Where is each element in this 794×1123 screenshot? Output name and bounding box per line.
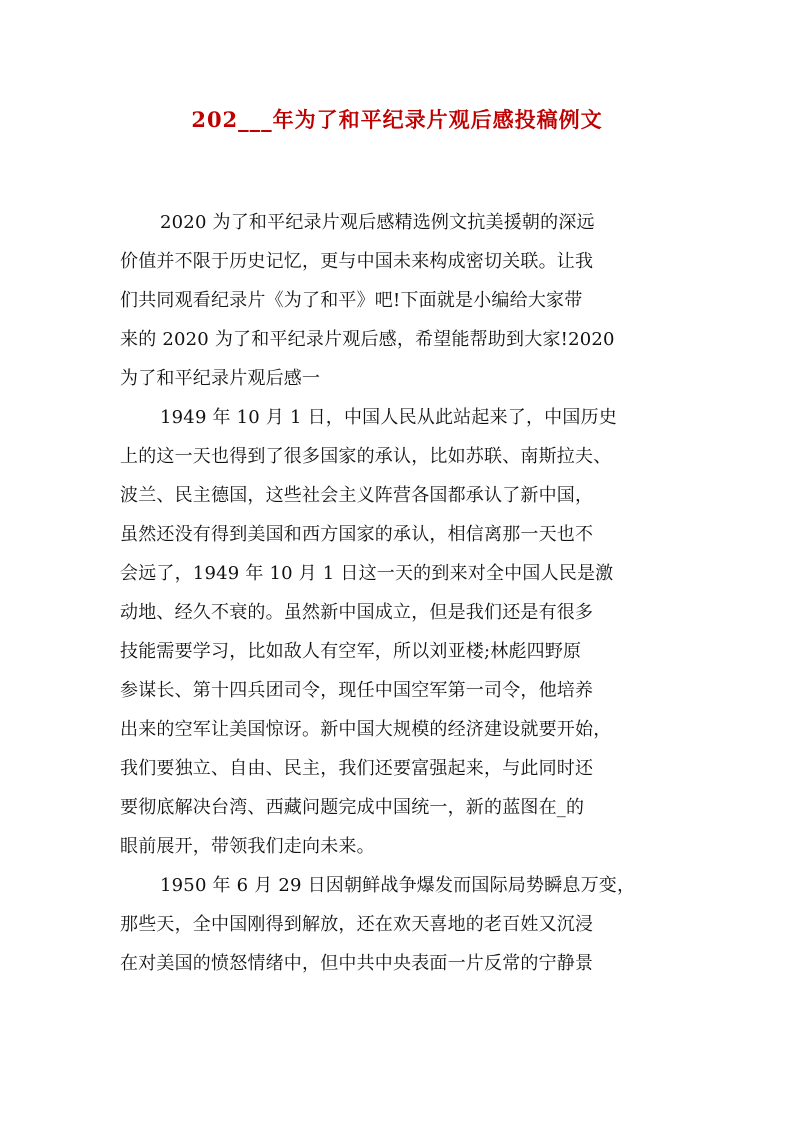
text-line: 上的这一天也得到了很多国家的承认，比如苏联、南斯拉夫、 xyxy=(120,446,612,467)
text-line: 为了和平纪录片观后感一 xyxy=(120,368,321,389)
text-line: 波兰、民主德国，这些社会主义阵营各国都承认了新中国， xyxy=(120,485,594,506)
text-line: 我们要独立、自由、民主，我们还要富强起来，与此同时还 xyxy=(120,758,594,779)
text-line: 虽然还没有得到美国和西方国家的承认，相信离那一天也不 xyxy=(120,524,594,545)
text-line: 1950 年 6 月 29 日因朝鲜战争爆发而国际局势瞬息万变， xyxy=(160,875,636,896)
text-line: 们共同观看纪录片《为了和平》吧!下面就是小编给大家带 xyxy=(120,290,583,311)
document-title: 202___年为了和平纪录片观后感投稿例文 xyxy=(191,107,603,132)
text-line: 出来的空军让美国惊讶。新中国大规模的经济建设就要开始， xyxy=(120,719,612,740)
paragraph-intro xyxy=(120,203,680,398)
text-line: 来的 2020 为了和平纪录片观后感，希望能帮助到大家!2020 xyxy=(120,329,615,350)
text-line: 参谋长、第十四兵团司令，现任中国空军第一司令，他培养 xyxy=(120,680,594,701)
text-line: 2020 为了和平纪录片观后感精选例文抗美援朝的深远 xyxy=(160,212,595,233)
text-line: 动地、经久不衰的。虽然新中国成立，但是我们还是有很多 xyxy=(120,602,594,623)
text-line: 会远了，1949 年 10 月 1 日这一天的到来对全中国人民是激 xyxy=(120,563,614,584)
text-line: 技能需要学习，比如敌人有空军，所以刘亚楼;林彪四野原 xyxy=(120,641,582,662)
document-body xyxy=(120,203,680,983)
text-line: 眼前展开，带领我们走向未来。 xyxy=(120,836,375,857)
text-line: 在对美国的愤怒情绪中，但中共中央表面一片反常的宁静景 xyxy=(120,953,594,974)
text-line: 要彻底解决台湾、西藏问题完成中国统一，新的蓝图在_的 xyxy=(120,797,585,818)
paragraph-1950 xyxy=(120,866,680,983)
text-line: 价值并不限于历史记忆，更与中国未来构成密切关联。让我 xyxy=(120,251,594,272)
text-line: 那些天，全中国刚得到解放，还在欢天喜地的老百姓又沉浸 xyxy=(120,914,594,935)
text-line: 1949 年 10 月 1 日，中国人民从此站起来了，中国历史 xyxy=(160,407,617,428)
paragraph-1949 xyxy=(120,398,680,866)
